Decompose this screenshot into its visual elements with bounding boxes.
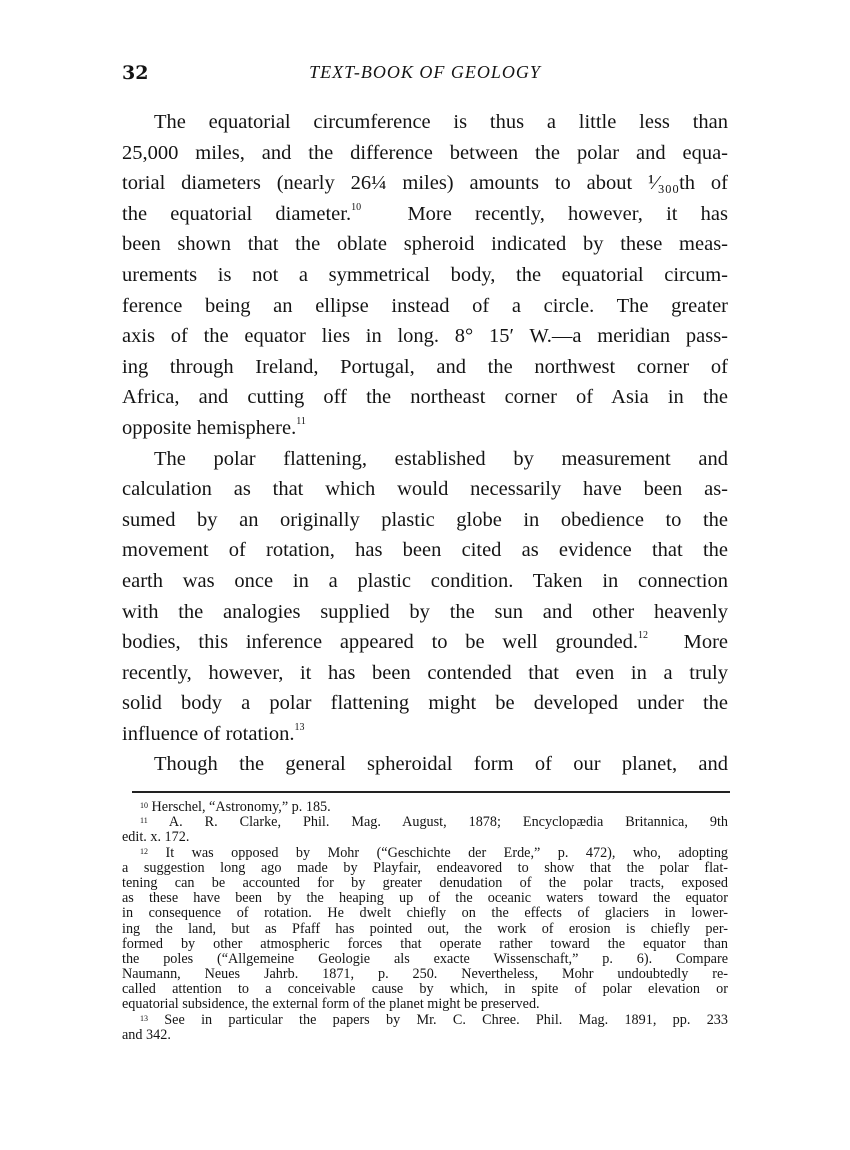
text-line: been shown that the oblate spheroid indicated by these meas- — [122, 233, 728, 256]
text-fragment: influence of rotation. — [122, 722, 295, 745]
text-line — [122, 627, 728, 658]
footnote-number: 12 — [140, 846, 148, 856]
page-header — [122, 62, 728, 92]
footnote-number: 13 — [140, 1013, 148, 1023]
page-number: 32 — [122, 62, 149, 84]
text-fragment: More — [683, 631, 729, 654]
text-line — [122, 199, 728, 230]
footnote-line: and 342. — [122, 1026, 171, 1043]
footnote-ref-13[interactable]: 13 — [294, 721, 305, 733]
text-line: torial diameters (nearly 26¼ miles) amounts to about ¹⁄₃₀₀th of — [122, 172, 728, 195]
footnote-line: called attention to a conceivable cause by which, in spite of polar elevation or — [122, 981, 728, 998]
text-line — [122, 413, 728, 444]
footnote-13 — [122, 1013, 728, 1028]
footnote-text: Herschel, “Astronomy,” p. 185. — [151, 799, 331, 815]
running-title: TEXT-BOOK OF GEOLOGY — [309, 62, 541, 82]
text-line: urements is not a symmetrical body, the equatorial circum- — [122, 263, 728, 286]
footnote-line: Naumann, Neues Jahrb. 1871, p. 250. Nevertheless, Mohr undoubtedly re- — [122, 966, 728, 983]
text-fragment: More recently, however, it has — [407, 202, 728, 225]
footnote-line: equatorial subsidence, the external form of the planet might be preserved. — [122, 996, 540, 1013]
footnote-10 — [122, 800, 728, 815]
text-line: with the analogies supplied by the sun and other heavenly — [122, 600, 728, 623]
footnotes — [122, 800, 728, 1043]
footnote-ref-12[interactable]: 12 — [638, 630, 649, 642]
text-line: ing through Ireland, Portugal, and the northwest corner of — [122, 355, 728, 378]
text-line: Though the general spheroidal form of our planet, and — [154, 753, 728, 776]
footnote-line: formed by other atmospheric forces that operate rather toward the equator than — [122, 935, 728, 952]
footnote-line: a suggestion long ago made by Playfair, endeavored to show that the polar flat- — [122, 859, 728, 876]
footnote-11 — [122, 815, 728, 830]
text-fragment: opposite hemisphere. — [122, 416, 297, 439]
text-line: The polar flattening, established by measurement and — [154, 447, 728, 470]
text-line: recently, however, it has been contended that even in a truly — [122, 661, 728, 684]
text-line: axis of the equator lies in long. 8° 15′ W.—a meridian pass- — [122, 325, 728, 348]
footnote-divider — [132, 791, 730, 793]
text-line: earth was once in a plastic condition. Taken in connection — [122, 569, 728, 592]
footnote-line: edit. x. 172. — [122, 829, 190, 846]
text-line: sumed by an originally plastic globe in obedience to the — [122, 508, 728, 531]
body-text — [122, 107, 728, 780]
footnote-text: A. R. Clarke, Phil. Mag. August, 1878; Encyclopædia Britannica, 9th — [168, 814, 728, 831]
text-line: ference being an ellipse instead of a circle. The greater — [122, 294, 728, 317]
footnote-line: tening can be accounted for by greater denudation of the polar tracts, exposed — [122, 874, 728, 891]
text-line — [122, 719, 728, 750]
footnote-12 — [122, 846, 728, 861]
footnote-number: 11 — [140, 816, 148, 826]
text-fragment: bodies, this inference appeared to be well grounded. — [122, 631, 639, 654]
text-line: movement of rotation, has been cited as evidence that the — [122, 539, 728, 562]
footnote-ref-10[interactable]: 10 — [351, 201, 362, 213]
text-line: Africa, and cutting off the northeast corner of Asia in the — [122, 386, 728, 409]
footnote-number: 10 — [140, 801, 148, 810]
text-fragment: the equatorial diameter. — [122, 202, 352, 225]
footnote-text: It was opposed by Mohr (“Geschichte der Erde,” p. 472), who, adopting — [165, 844, 729, 861]
footnote-line: the poles (“Allgemeine Geologie als exacte Wissenschaft,” p. 6). Compare — [122, 950, 728, 967]
text-line: The equatorial circumference is thus a little less than — [154, 111, 728, 133]
footnote-line: as these have been by the heaping up of the oceanic waters toward the equator — [122, 890, 728, 907]
text-line: calculation as that which would necessarily have been as- — [122, 478, 728, 501]
footnote-ref-11[interactable]: 11 — [296, 415, 306, 427]
footnote-line: in consequence of rotation. He dwelt chiefly on the effects of glaciers in lower- — [122, 905, 728, 922]
footnote-text: See in particular the papers by Mr. C. Chree. Phil. Mag. 1891, pp. 233 — [164, 1011, 728, 1028]
text-line: solid body a polar flattening might be developed under the — [122, 692, 728, 715]
footnote-line: ing the land, but as Pfaff has pointed out, the work of erosion is chiefly per- — [122, 920, 728, 937]
text-line: 25,000 miles, and the difference between the polar and equa- — [122, 141, 728, 164]
